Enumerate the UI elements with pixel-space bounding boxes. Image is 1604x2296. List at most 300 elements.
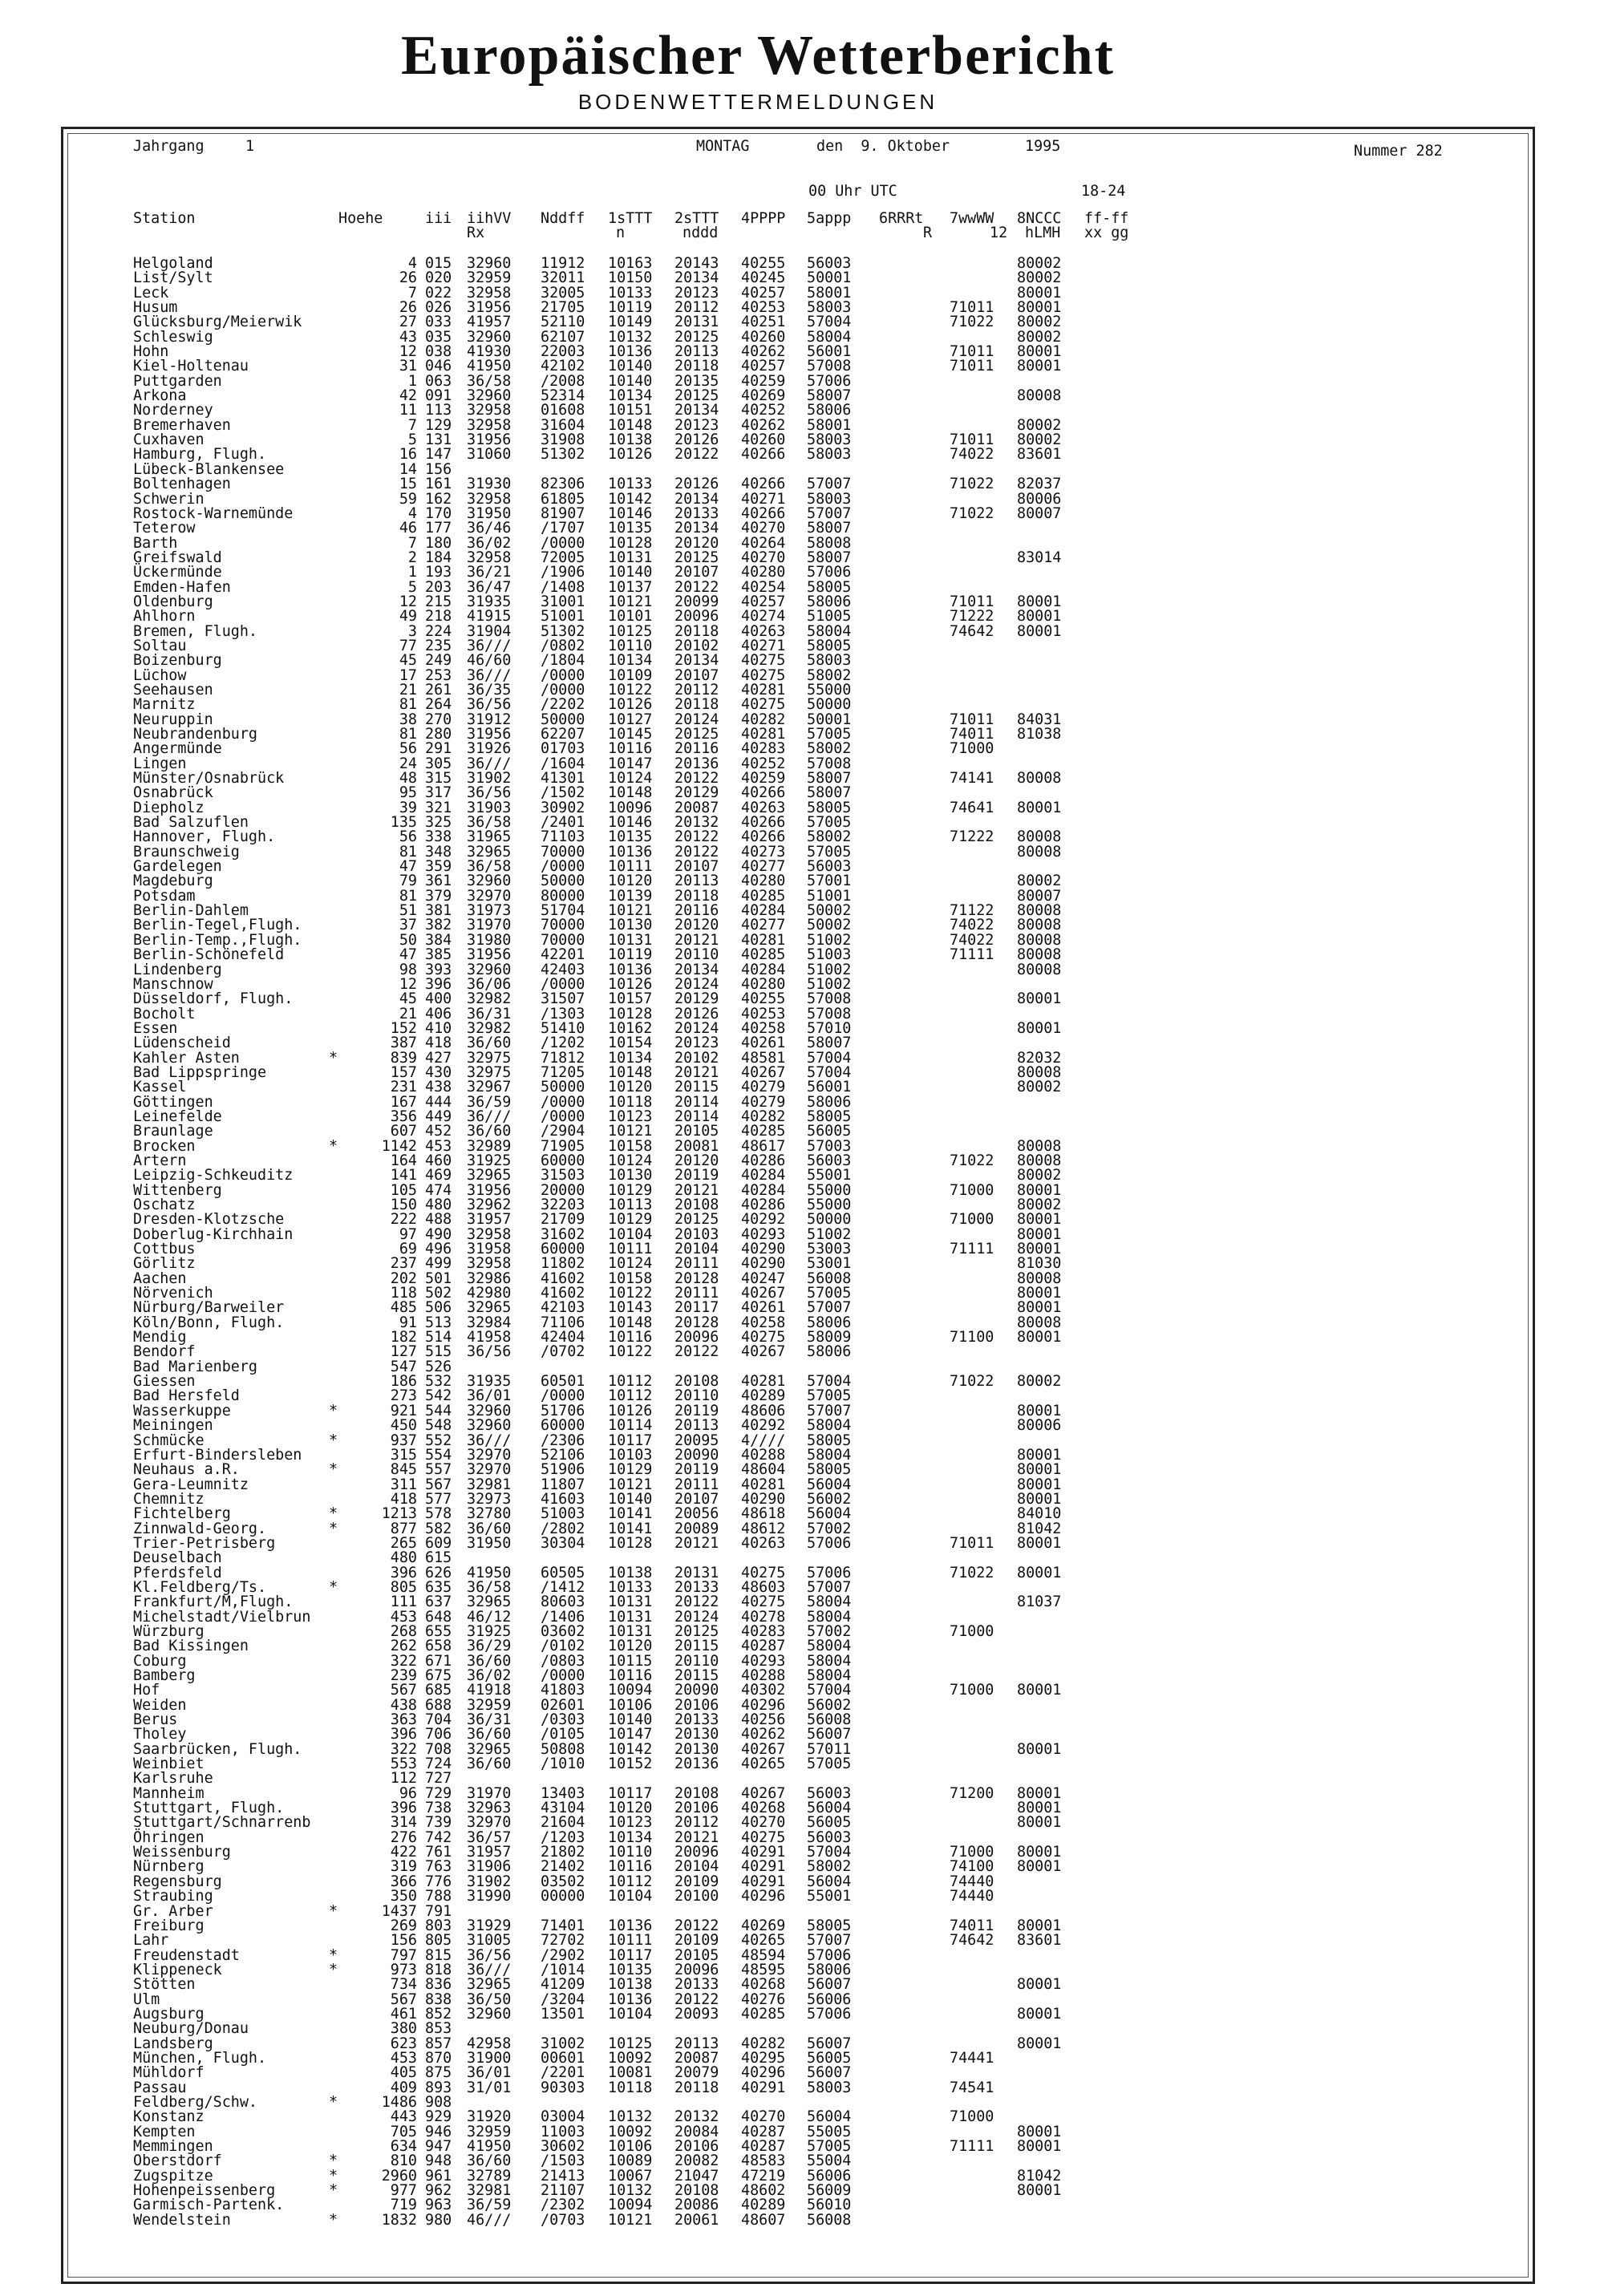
group-nddff: /0000 xyxy=(541,975,585,993)
group-ihvv: 36/06 xyxy=(467,975,512,993)
group-tendency: 57002 xyxy=(807,1520,852,1537)
group-tendency: 58004 xyxy=(807,1638,852,1655)
report-year: 1995 xyxy=(1025,138,1061,155)
station-name: Aachen xyxy=(133,1269,187,1287)
group-pressure: 40262 xyxy=(741,1726,786,1743)
group-ihvv: 32958 xyxy=(467,416,512,434)
group-temp: 10123 xyxy=(608,1108,653,1125)
table-row xyxy=(133,1257,1176,1271)
station-id: 552 xyxy=(425,1431,452,1449)
group-nddff: 31002 xyxy=(541,2035,585,2052)
group-dewpoint: 20129 xyxy=(674,990,719,1008)
group-dewpoint: 20134 xyxy=(674,269,719,287)
group-tendency: 56003 xyxy=(807,255,852,272)
group-dewpoint: 20114 xyxy=(674,1093,719,1111)
group-pressure: 40263 xyxy=(741,622,786,640)
station-id: 026 xyxy=(425,299,452,317)
station-id: 280 xyxy=(425,726,452,743)
station-name: Osnabrück xyxy=(133,784,213,802)
group-tendency: 58006 xyxy=(807,1961,852,1978)
station-id: 791 xyxy=(425,1902,452,1920)
group-ihvv: 36/56 xyxy=(467,1946,512,1964)
group-tendency: 57007 xyxy=(807,476,852,493)
station-id: 218 xyxy=(425,608,452,626)
group-tendency: 56007 xyxy=(807,1976,852,1994)
group-cloud: 80008 xyxy=(1017,931,1062,949)
station-height: 839 xyxy=(390,1049,417,1067)
group-ihvv: 31904 xyxy=(467,622,512,640)
station-id: 805 xyxy=(425,1932,452,1950)
station-id: 609 xyxy=(425,1534,452,1552)
station-id: 046 xyxy=(425,358,452,375)
station-height: 24 xyxy=(399,755,417,772)
group-nddff: 31908 xyxy=(541,431,585,449)
group-tendency: 58004 xyxy=(807,328,852,346)
station-id: 637 xyxy=(425,1593,452,1611)
group-cloud: 83601 xyxy=(1017,1932,1062,1950)
group-tendency: 53003 xyxy=(807,1241,852,1258)
station-height: 48 xyxy=(399,770,417,788)
group-tendency: 57005 xyxy=(807,814,852,832)
group-pressure: 40285 xyxy=(741,1123,786,1140)
group-weather: 74440 xyxy=(950,1888,994,1905)
station-name: Schmücke xyxy=(133,1431,205,1449)
group-tendency: 58003 xyxy=(807,2079,852,2096)
station-height: 81 xyxy=(399,843,417,860)
station-height: 98 xyxy=(399,961,417,978)
group-nddff: 51410 xyxy=(541,1019,585,1037)
group-pressure: 40271 xyxy=(741,490,786,508)
col-ff: ff-ff xyxy=(1084,210,1129,227)
group-cloud: 80002 xyxy=(1017,416,1062,434)
group-weather: 71200 xyxy=(950,1784,994,1802)
group-ihvv: 32989 xyxy=(467,1137,512,1155)
group-temp: 10120 xyxy=(608,873,653,890)
group-cloud: 80001 xyxy=(1017,1784,1062,1802)
group-ihvv: 41918 xyxy=(467,1682,512,1699)
station-height: 12 xyxy=(399,343,417,361)
group-pressure: 40270 xyxy=(741,1814,786,1832)
group-temp: 10134 xyxy=(608,652,653,670)
group-dewpoint: 20126 xyxy=(674,1005,719,1022)
table-row xyxy=(133,1463,1176,1477)
station-name: Glücksburg/Meierwik xyxy=(133,314,302,331)
group-nddff: 70000 xyxy=(541,931,585,949)
group-dewpoint: 20124 xyxy=(674,711,719,728)
station-height: 127 xyxy=(390,1343,417,1361)
group-tendency: 58007 xyxy=(807,549,852,566)
group-nddff: /1010 xyxy=(541,1755,585,1773)
group-pressure: 40282 xyxy=(741,2035,786,2052)
group-tendency: 56005 xyxy=(807,2049,852,2067)
group-tendency: 57008 xyxy=(807,358,852,375)
group-cloud: 80001 xyxy=(1017,1181,1062,1199)
group-tendency: 57004 xyxy=(807,1049,852,1067)
group-nddff: 21709 xyxy=(541,1211,585,1229)
group-cloud: 80002 xyxy=(1017,1079,1062,1096)
group-dewpoint: 20102 xyxy=(674,637,719,654)
station-height: 387 xyxy=(390,1035,417,1052)
group-ihvv: 31/01 xyxy=(467,2079,512,2096)
station-name: Gera-Leumnitz xyxy=(133,1476,249,1493)
station-height: 112 xyxy=(390,1770,417,1788)
group-ihvv: 31958 xyxy=(467,1241,512,1258)
station-name: Öhringen xyxy=(133,1828,205,1846)
group-nddff: /0000 xyxy=(541,666,585,684)
group-temp: 10094 xyxy=(608,1682,653,1699)
station-height: 1142 xyxy=(381,1137,417,1155)
group-cloud: 80001 xyxy=(1017,1329,1062,1346)
group-pressure: 40281 xyxy=(741,931,786,949)
group-dewpoint: 20136 xyxy=(674,1755,719,1773)
group-nddff: 51001 xyxy=(541,608,585,626)
group-pressure: 40287 xyxy=(741,2123,786,2140)
group-weather: 71011 xyxy=(950,343,994,361)
group-pressure: 48595 xyxy=(741,1961,786,1978)
group-tendency: 56004 xyxy=(807,1505,852,1523)
station-id: 438 xyxy=(425,1079,452,1096)
station-height: 69 xyxy=(399,1241,417,1258)
station-height: 453 xyxy=(390,2049,417,2067)
group-dewpoint: 20134 xyxy=(674,402,719,419)
group-tendency: 56005 xyxy=(807,1123,852,1140)
group-tendency: 58002 xyxy=(807,828,852,846)
station-height: 97 xyxy=(399,1225,417,1243)
group-dewpoint: 20120 xyxy=(674,534,719,552)
gust-period: 18-24 xyxy=(1081,183,1126,200)
group-temp: 10131 xyxy=(608,549,653,566)
group-pressure: 40291 xyxy=(741,2079,786,2096)
group-nddff: /0105 xyxy=(541,1726,585,1743)
station-name: Kiel-Holtenau xyxy=(133,358,249,375)
group-nddff: /1203 xyxy=(541,1828,585,1846)
group-pressure: 40266 xyxy=(741,828,786,846)
group-nddff: /1014 xyxy=(541,1961,585,1978)
group-ihvv: 36/// xyxy=(467,666,512,684)
table-row xyxy=(133,1036,1176,1051)
group-nddff: 50808 xyxy=(541,1740,585,1758)
group-pressure: 40267 xyxy=(741,1740,786,1758)
table-row xyxy=(133,2066,1176,2080)
mountain-marker: * xyxy=(329,1902,338,1920)
group-temp: 10149 xyxy=(608,314,653,331)
station-name: Soltau xyxy=(133,637,187,654)
station-height: 567 xyxy=(390,1682,417,1699)
group-ihvv: 36/59 xyxy=(467,2197,512,2214)
station-height: 46 xyxy=(399,520,417,537)
mountain-marker: * xyxy=(329,1505,338,1523)
group-cloud: 80001 xyxy=(1017,1534,1062,1552)
station-id: 317 xyxy=(425,784,452,802)
table-row xyxy=(133,2198,1176,2213)
group-temp: 10096 xyxy=(608,799,653,816)
station-id: 382 xyxy=(425,917,452,934)
group-nddff: 21705 xyxy=(541,299,585,317)
station-name: Hamburg, Flugh. xyxy=(133,446,267,464)
mountain-marker: * xyxy=(329,2182,338,2200)
group-pressure: 40282 xyxy=(741,711,786,728)
group-ihvv: 36/60 xyxy=(467,1123,512,1140)
group-temp: 10104 xyxy=(608,2005,653,2023)
group-nddff: 61805 xyxy=(541,490,585,508)
group-nddff: 32011 xyxy=(541,269,585,287)
group-pressure: 40266 xyxy=(741,476,786,493)
mountain-marker: * xyxy=(329,1137,338,1155)
station-id: 215 xyxy=(425,593,452,610)
station-id: 384 xyxy=(425,931,452,949)
group-nddff: /0702 xyxy=(541,1343,585,1361)
group-weather: 71122 xyxy=(950,902,994,920)
table-row xyxy=(133,1978,1176,1992)
group-tendency: 56004 xyxy=(807,1476,852,1493)
station-id: 671 xyxy=(425,1652,452,1670)
group-pressure: 40276 xyxy=(741,1990,786,2008)
col-w: 7wwWW xyxy=(950,210,994,227)
group-temp: 10104 xyxy=(608,1225,653,1243)
group-temp: 10121 xyxy=(608,593,653,610)
station-name: Wendelstein xyxy=(133,2211,231,2229)
group-temp: 10127 xyxy=(608,711,653,728)
station-id: 147 xyxy=(425,446,452,464)
group-dewpoint: 20123 xyxy=(674,1035,719,1052)
group-nddff: 42403 xyxy=(541,961,585,978)
station-name: Cottbus xyxy=(133,1241,196,1258)
group-pressure: 40281 xyxy=(741,681,786,699)
group-temp: 10116 xyxy=(608,1329,653,1346)
group-pressure: 40257 xyxy=(741,284,786,302)
group-pressure: 40296 xyxy=(741,1888,786,1905)
group-nddff: 41602 xyxy=(541,1285,585,1302)
group-weather: 71011 xyxy=(950,299,994,317)
group-temp: 10111 xyxy=(608,1241,653,1258)
station-id: 410 xyxy=(425,1019,452,1037)
group-nddff: /1604 xyxy=(541,755,585,772)
group-nddff: /0703 xyxy=(541,2211,585,2229)
group-ihvv: 32970 xyxy=(467,1814,512,1832)
station-name: Garmisch-Partenk. xyxy=(133,2197,285,2214)
station-height: 222 xyxy=(390,1211,417,1229)
group-dewpoint: 20125 xyxy=(674,387,719,405)
group-temp: 10129 xyxy=(608,1181,653,1199)
station-name: Bad Kissingen xyxy=(133,1638,249,1655)
station-name: Leinefelde xyxy=(133,1108,222,1125)
group-ihvv: 32981 xyxy=(467,2182,512,2200)
group-dewpoint: 20112 xyxy=(674,681,719,699)
table-row xyxy=(133,1934,1176,1948)
station-height: 1213 xyxy=(381,1505,417,1523)
group-dewpoint: 20126 xyxy=(674,476,719,493)
table-row xyxy=(133,1110,1176,1124)
table-row xyxy=(133,1654,1176,1669)
group-temp: 10126 xyxy=(608,446,653,464)
group-dewpoint: 20110 xyxy=(674,946,719,964)
group-pressure: 40296 xyxy=(741,1696,786,1714)
group-tendency: 50000 xyxy=(807,696,852,714)
station-name: Gardelegen xyxy=(133,858,222,876)
group-tendency: 50001 xyxy=(807,269,852,287)
station-id: 474 xyxy=(425,1181,452,1199)
group-temp: 10151 xyxy=(608,402,653,419)
station-id: 091 xyxy=(425,387,452,405)
station-name: Stötten xyxy=(133,1976,196,1994)
group-cloud: 80001 xyxy=(1017,1241,1062,1258)
table-row xyxy=(133,1622,1176,1640)
group-pressure: 40263 xyxy=(741,1534,786,1552)
group-dewpoint: 20113 xyxy=(674,1417,719,1435)
station-height: 182 xyxy=(390,1329,417,1346)
station-name: Barth xyxy=(133,534,178,552)
group-cloud: 80008 xyxy=(1017,828,1062,846)
group-nddff: 31507 xyxy=(541,990,585,1008)
station-height: 438 xyxy=(390,1696,417,1714)
group-tendency: 57003 xyxy=(807,1137,852,1155)
group-nddff: 71905 xyxy=(541,1137,585,1155)
group-temp: 10136 xyxy=(608,843,653,860)
station-name: Trier-Petrisberg xyxy=(133,1534,276,1552)
station-id: 615 xyxy=(425,1549,452,1567)
group-ihvv: 32958 xyxy=(467,402,512,419)
group-pressure: 40264 xyxy=(741,534,786,552)
group-dewpoint: 20113 xyxy=(674,2035,719,2052)
group-cloud: 80001 xyxy=(1017,622,1062,640)
group-pressure: 40291 xyxy=(741,1858,786,1876)
group-pressure: 48612 xyxy=(741,1520,786,1537)
group-ihvv: 36/56 xyxy=(467,696,512,714)
group-weather: 71022 xyxy=(950,504,994,522)
group-nddff: 52110 xyxy=(541,314,585,331)
group-dewpoint: 20096 xyxy=(674,1329,719,1346)
station-height: 547 xyxy=(390,1358,417,1375)
group-dewpoint: 20112 xyxy=(674,1814,719,1832)
group-cloud: 80002 xyxy=(1017,314,1062,331)
group-cloud: 80006 xyxy=(1017,1417,1062,1435)
group-temp: 10117 xyxy=(608,1946,653,1964)
group-temp: 10121 xyxy=(608,902,653,920)
group-ihvv: 32960 xyxy=(467,328,512,346)
group-pressure: 40269 xyxy=(741,387,786,405)
group-temp: 10119 xyxy=(608,299,653,317)
group-tendency: 56004 xyxy=(807,1800,852,1817)
group-weather: 71000 xyxy=(950,1181,994,1199)
col-n: 8NCCC xyxy=(1017,210,1062,227)
group-temp: 10140 xyxy=(608,1490,653,1508)
group-nddff: 70000 xyxy=(541,917,585,934)
station-height: 81 xyxy=(399,696,417,714)
station-name: Düsseldorf, Flugh. xyxy=(133,990,294,1008)
group-tendency: 57007 xyxy=(807,1402,852,1419)
group-tendency: 56003 xyxy=(807,1828,852,1846)
group-nddff: /0000 xyxy=(541,534,585,552)
station-height: 461 xyxy=(390,2005,417,2023)
station-name: Greifswald xyxy=(133,549,222,566)
group-dewpoint: 20113 xyxy=(674,343,719,361)
station-name: Berlin-Dahlem xyxy=(133,902,249,920)
group-ihvv: 32965 xyxy=(467,1740,512,1758)
group-tendency: 58007 xyxy=(807,770,852,788)
group-ihvv: 36/60 xyxy=(467,1652,512,1670)
group-temp: 10119 xyxy=(608,946,653,964)
group-cloud: 80008 xyxy=(1017,902,1062,920)
station-height: 797 xyxy=(390,1946,417,1964)
station-id: 532 xyxy=(425,1373,452,1391)
group-tendency: 58005 xyxy=(807,1917,852,1934)
group-temp: 10163 xyxy=(608,255,653,272)
group-dewpoint: 20100 xyxy=(674,1888,719,1905)
table-row xyxy=(133,1095,1176,1110)
group-ihvv: 36/50 xyxy=(467,1990,512,2008)
table-row xyxy=(133,771,1176,786)
group-tendency: 58009 xyxy=(807,1329,852,1346)
group-dewpoint: 20130 xyxy=(674,1740,719,1758)
group-pressure: 40275 xyxy=(741,1564,786,1581)
station-height: 91 xyxy=(399,1314,417,1331)
station-name: Klippeneck xyxy=(133,1961,222,1978)
group-ihvv: 36/46 xyxy=(467,520,512,537)
group-ihvv: 36/21 xyxy=(467,564,512,581)
group-dewpoint: 20120 xyxy=(674,1152,719,1169)
station-id: 729 xyxy=(425,1784,452,1802)
group-tendency: 58006 xyxy=(807,593,852,610)
group-tendency: 56002 xyxy=(807,1696,852,1714)
group-tendency: 57008 xyxy=(807,1005,852,1022)
group-temp: 10135 xyxy=(608,1961,653,1978)
col-t1-sub: n xyxy=(616,225,626,241)
group-tendency: 58004 xyxy=(807,1652,852,1670)
group-pressure: 40279 xyxy=(741,1079,786,1096)
group-nddff: /0102 xyxy=(541,1638,585,1655)
group-tendency: 57007 xyxy=(807,1578,852,1596)
station-id: 685 xyxy=(425,1682,452,1699)
group-weather: 71000 xyxy=(950,1844,994,1861)
station-height: 79 xyxy=(399,873,417,890)
group-temp: 10128 xyxy=(608,1005,653,1022)
table-row xyxy=(133,1330,1176,1345)
group-nddff: /3204 xyxy=(541,1990,585,2008)
group-ihvv: 31970 xyxy=(467,917,512,934)
group-weather: 74011 xyxy=(950,1917,994,1934)
group-weather: 74100 xyxy=(950,1858,994,1876)
group-dewpoint: 20108 xyxy=(674,1784,719,1802)
table-row xyxy=(133,1551,1176,1565)
group-temp: 10133 xyxy=(608,284,653,302)
group-temp: 10112 xyxy=(608,1873,653,1890)
station-height: 11 xyxy=(399,402,417,419)
group-weather: 71022 xyxy=(950,314,994,331)
station-id: 193 xyxy=(425,564,452,581)
col-nddff: Nddff xyxy=(541,210,585,227)
group-nddff: 21107 xyxy=(541,2182,585,2200)
group-cloud: 80008 xyxy=(1017,917,1062,934)
station-name: Oberstdorf xyxy=(133,2152,222,2170)
group-pressure: 40252 xyxy=(741,755,786,772)
group-nddff: /0000 xyxy=(541,858,585,876)
station-height: 734 xyxy=(390,1976,417,1994)
group-dewpoint: 20116 xyxy=(674,902,719,920)
station-id: 400 xyxy=(425,990,452,1008)
station-height: 186 xyxy=(390,1373,417,1391)
group-dewpoint: 20128 xyxy=(674,1269,719,1287)
station-id: 548 xyxy=(425,1417,452,1435)
station-id: 224 xyxy=(425,622,452,640)
group-cloud: 81042 xyxy=(1017,1520,1062,1537)
station-name: Freiburg xyxy=(133,1917,205,1934)
station-name: Stuttgart, Flugh. xyxy=(133,1800,285,1817)
group-dewpoint: 20117 xyxy=(674,1299,719,1317)
group-cloud: 80002 xyxy=(1017,269,1062,287)
station-name: Essen xyxy=(133,1019,178,1037)
station-height: 705 xyxy=(390,2123,417,2140)
table-row xyxy=(133,2154,1176,2168)
